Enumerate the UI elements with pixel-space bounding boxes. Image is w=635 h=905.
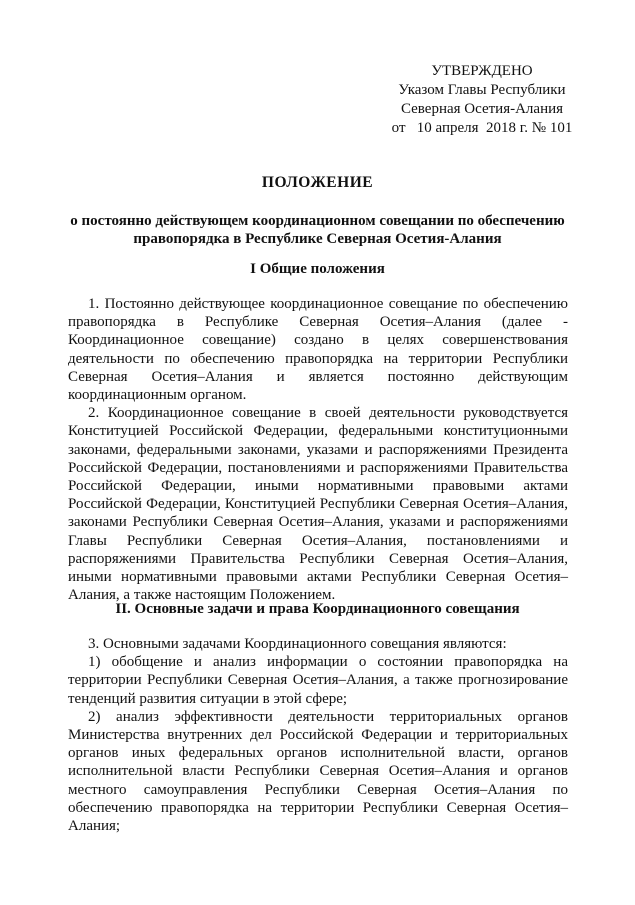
paragraph-1: 1. Постоянно действующее координационное совещание по обеспечению правопорядка в Республике Северная Осетия–Алания (далее - Координационное совещание) создано в целях совершенствования деятельности по обеспечению правопорядка на территории Республики Северная Осетия–Алания и является постоянно действующим координационным органом.	[68, 296, 568, 404]
approval-stamp	[382, 62, 582, 138]
approval-line-republic: Северная Осетия-Алания	[400, 101, 564, 117]
paragraph-3-item-1: 1) обобщение и анализ информации о состоянии правопорядка на территории Республики Северная Осетия–Алания, а также прогнозирование тенденций развития ситуации в этой сфере;	[68, 654, 568, 707]
approval-line-approved: УТВЕРЖДЕНО	[431, 63, 533, 79]
document-title: ПОЛОЖЕНИЕ	[261, 174, 374, 191]
approval-line-decree: Указом Главы Республики	[398, 82, 566, 98]
section-1-heading: I Общие положения	[250, 261, 385, 277]
section-1-body	[68, 295, 568, 604]
paragraph-2: 2. Координационное совещание в своей деятельности руководствуется Конституцией Российской Федерации, федеральными конституционными законами, федеральными законами, указами и распоряжениями Президента Российской Федерации, постановлениями и распоряжениями Правительства Российской Федерации, иными нормативными правовыми актами Российской Федерации, Конституцией Республики Северная Осетия–Алания, законами Республики Северная Осетия–Алания, указами и распоряжениями Главы Республики Северная Осетия–Алания, постановлениями и распоряжениями Правительства Республики Северная Осетия–Алания, иными нормативными правовыми актами Республики Северная Осетия–Алания, а также настоящим Положением.	[68, 405, 568, 604]
paragraph-3: 3. Основными задачами Координационного совещания являются:	[88, 636, 507, 652]
paragraph-3-item-2: 2) анализ эффективности деятельности территориальных органов Министерства внутренних дел Российской Федерации и территориальных органов иных федеральных органов исполнительной власти, органов исполнительной власти Республики Северная Осетия–Алания и органов местного самоуправления Республики Северная Осетия–Алания по обеспечению правопорядка на территории Республики Северная Осетия–Алания;	[68, 708, 568, 835]
approval-line-date: от 10 апреля 2018 г. № 101	[391, 120, 573, 136]
section-2-body	[68, 635, 568, 835]
section-2-heading: II. Основные задачи и права Координационного совещания	[115, 601, 520, 617]
document-subtitle: о постоянно действующем координационном совещании по обеспечению правопорядка в Республике Северная Осетия-Алания	[70, 213, 565, 247]
